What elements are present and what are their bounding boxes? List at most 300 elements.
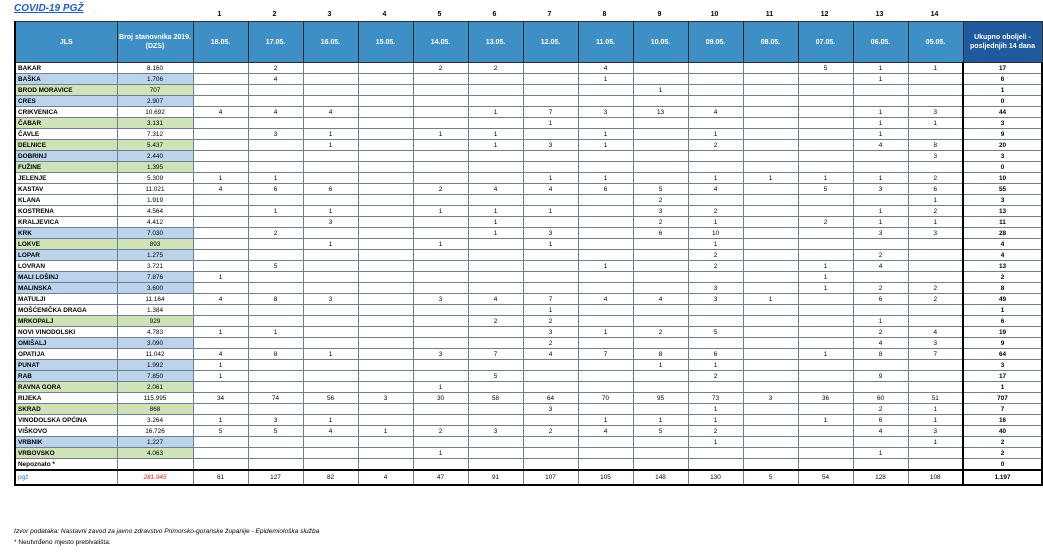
daily-cases-cell	[743, 327, 798, 338]
daily-cases-cell	[413, 228, 468, 239]
daily-cases-cell: 1	[798, 283, 853, 294]
column-number: 7	[547, 11, 552, 18]
daily-cases-cell: 3	[853, 184, 908, 195]
daily-cases-cell	[853, 85, 908, 96]
summary-daily-cell: 105	[578, 470, 633, 485]
table-row	[15, 360, 1042, 371]
daily-cases-cell	[248, 85, 303, 96]
daily-cases-cell: 8	[248, 349, 303, 360]
daily-cases-cell	[193, 239, 248, 250]
daily-cases-cell: 1	[193, 327, 248, 338]
daily-cases-cell	[523, 63, 578, 74]
daily-cases-cell: 1	[908, 415, 963, 426]
total-cases-cell: 4	[963, 250, 1042, 261]
daily-cases-cell	[908, 239, 963, 250]
daily-cases-cell	[578, 360, 633, 371]
daily-cases-cell	[798, 426, 853, 437]
daily-cases-cell	[743, 250, 798, 261]
daily-cases-cell	[743, 261, 798, 272]
footnote: * Neutvrđeno mjesto prebivališta.	[14, 539, 111, 546]
daily-cases-cell: 6	[908, 184, 963, 195]
daily-cases-cell: 4	[193, 184, 248, 195]
daily-cases-cell: 73	[688, 393, 743, 404]
daily-cases-cell	[248, 118, 303, 129]
daily-cases-cell	[303, 173, 358, 184]
daily-cases-cell	[798, 305, 853, 316]
daily-cases-cell: 30	[413, 393, 468, 404]
header-date: 10.05.	[633, 22, 688, 63]
daily-cases-cell	[743, 382, 798, 393]
daily-cases-cell: 3	[358, 393, 413, 404]
daily-cases-cell	[578, 305, 633, 316]
daily-cases-cell	[523, 96, 578, 107]
total-cases-cell: 707	[963, 393, 1042, 404]
daily-cases-cell: 1	[413, 129, 468, 140]
daily-cases-cell: 58	[468, 393, 523, 404]
daily-cases-cell: 1	[193, 415, 248, 426]
municipality-name: KOSTRENA	[15, 206, 117, 217]
total-cases-cell: 2	[963, 272, 1042, 283]
daily-cases-cell	[358, 206, 413, 217]
daily-cases-cell	[523, 360, 578, 371]
population-cell: 2.440	[117, 151, 193, 162]
daily-cases-cell	[248, 140, 303, 151]
daily-cases-cell	[633, 140, 688, 151]
daily-cases-cell: 6	[853, 415, 908, 426]
daily-cases-cell: 2	[468, 63, 523, 74]
municipality-name: ČABAR	[15, 118, 117, 129]
daily-cases-cell: 3	[413, 349, 468, 360]
daily-cases-cell: 1	[303, 140, 358, 151]
daily-cases-cell	[688, 96, 743, 107]
total-cases-cell: 20	[963, 140, 1042, 151]
daily-cases-cell	[468, 283, 523, 294]
daily-cases-cell: 34	[193, 393, 248, 404]
summary-daily-cell: 91	[468, 470, 523, 485]
daily-cases-cell	[358, 195, 413, 206]
daily-cases-cell	[413, 415, 468, 426]
daily-cases-cell	[743, 415, 798, 426]
header-date: 08.05.	[743, 22, 798, 63]
daily-cases-cell	[468, 74, 523, 85]
daily-cases-cell	[798, 382, 853, 393]
daily-cases-cell	[358, 63, 413, 74]
population-cell: 1.992	[117, 360, 193, 371]
daily-cases-cell: 1	[853, 107, 908, 118]
daily-cases-cell	[413, 250, 468, 261]
population-cell: 16.726	[117, 426, 193, 437]
municipality-name: KASTAV	[15, 184, 117, 195]
daily-cases-cell	[633, 404, 688, 415]
daily-cases-cell	[523, 459, 578, 471]
table-header-row	[15, 22, 1042, 63]
daily-cases-cell	[248, 371, 303, 382]
daily-cases-cell: 3	[413, 294, 468, 305]
daily-cases-cell	[743, 448, 798, 459]
daily-cases-cell	[523, 74, 578, 85]
column-number: 11	[765, 11, 774, 18]
table-row	[15, 349, 1042, 360]
daily-cases-cell	[358, 74, 413, 85]
daily-cases-cell: 1	[688, 217, 743, 228]
daily-cases-cell	[633, 283, 688, 294]
daily-cases-cell: 2	[523, 426, 578, 437]
daily-cases-cell: 4	[303, 426, 358, 437]
daily-cases-cell: 1	[468, 107, 523, 118]
daily-cases-cell: 4	[523, 349, 578, 360]
population-cell: 11.042	[117, 349, 193, 360]
daily-cases-cell	[248, 283, 303, 294]
municipality-name: RIJEKA	[15, 393, 117, 404]
daily-cases-cell: 5	[248, 426, 303, 437]
daily-cases-cell: 2	[688, 426, 743, 437]
daily-cases-cell	[523, 217, 578, 228]
daily-cases-cell: 2	[853, 404, 908, 415]
population-cell: 1.227	[117, 437, 193, 448]
column-number: 4	[382, 11, 387, 18]
daily-cases-cell: 7	[578, 349, 633, 360]
total-cases-cell: 8	[963, 283, 1042, 294]
daily-cases-cell	[688, 151, 743, 162]
daily-cases-cell: 4	[193, 107, 248, 118]
daily-cases-cell	[798, 74, 853, 85]
daily-cases-cell: 8	[853, 349, 908, 360]
daily-cases-cell	[523, 129, 578, 140]
population-cell: 7.030	[117, 228, 193, 239]
municipality-name: MATULJI	[15, 294, 117, 305]
table-row	[15, 184, 1042, 195]
daily-cases-cell	[193, 382, 248, 393]
daily-cases-cell: 4	[578, 426, 633, 437]
daily-cases-cell	[193, 250, 248, 261]
summary-row	[15, 470, 1042, 485]
total-cases-cell: 55	[963, 184, 1042, 195]
daily-cases-cell	[248, 360, 303, 371]
daily-cases-cell: 1	[248, 173, 303, 184]
daily-cases-cell	[358, 360, 413, 371]
daily-cases-cell: 1	[523, 305, 578, 316]
daily-cases-cell	[303, 151, 358, 162]
daily-cases-cell: 1	[413, 448, 468, 459]
daily-cases-cell	[688, 118, 743, 129]
table-row	[15, 459, 1042, 471]
daily-cases-cell	[358, 118, 413, 129]
daily-cases-cell: 3	[523, 140, 578, 151]
population-cell: 1.395	[117, 162, 193, 173]
summary-daily-cell: 61	[193, 470, 248, 485]
daily-cases-cell	[523, 162, 578, 173]
daily-cases-cell	[798, 437, 853, 448]
daily-cases-cell	[578, 228, 633, 239]
daily-cases-cell	[358, 327, 413, 338]
daily-cases-cell: 4	[853, 261, 908, 272]
daily-cases-cell	[358, 162, 413, 173]
daily-cases-cell	[578, 118, 633, 129]
total-cases-cell: 16	[963, 415, 1042, 426]
daily-cases-cell	[633, 74, 688, 85]
total-cases-cell: 1	[963, 85, 1042, 96]
table-row	[15, 96, 1042, 107]
daily-cases-cell: 5	[633, 184, 688, 195]
daily-cases-cell: 5	[688, 327, 743, 338]
daily-cases-cell	[303, 283, 358, 294]
daily-cases-cell	[578, 448, 633, 459]
daily-cases-cell	[798, 459, 853, 471]
daily-cases-cell	[468, 250, 523, 261]
daily-cases-cell	[193, 195, 248, 206]
daily-cases-cell	[633, 151, 688, 162]
daily-cases-cell	[303, 195, 358, 206]
table-row	[15, 382, 1042, 393]
daily-cases-cell: 1	[468, 217, 523, 228]
page-title: COVID-19 PGŽ	[14, 3, 84, 14]
daily-cases-cell: 1	[193, 360, 248, 371]
daily-cases-cell: 1	[413, 206, 468, 217]
daily-cases-cell: 3	[688, 294, 743, 305]
total-cases-cell: 2	[963, 448, 1042, 459]
daily-cases-cell	[908, 382, 963, 393]
header-population: Broj stanovnika 2019. (DZS)	[117, 22, 193, 63]
column-number: 12	[820, 11, 829, 18]
total-cases-cell: 0	[963, 459, 1042, 471]
daily-cases-cell	[303, 437, 358, 448]
daily-cases-cell	[578, 437, 633, 448]
daily-cases-cell: 3	[303, 294, 358, 305]
daily-cases-cell: 1	[193, 371, 248, 382]
daily-cases-cell	[358, 140, 413, 151]
daily-cases-cell	[578, 217, 633, 228]
municipality-name: SKRAD	[15, 404, 117, 415]
population-cell: 1.384	[117, 305, 193, 316]
column-number: 14	[930, 11, 939, 18]
daily-cases-cell	[578, 250, 633, 261]
daily-cases-cell	[193, 338, 248, 349]
header-date: 11.05.	[578, 22, 633, 63]
table-row	[15, 140, 1042, 151]
daily-cases-cell: 2	[633, 195, 688, 206]
daily-cases-cell: 1	[688, 239, 743, 250]
daily-cases-cell: 5	[193, 426, 248, 437]
daily-cases-cell: 1	[413, 239, 468, 250]
daily-cases-cell: 1	[193, 272, 248, 283]
summary-daily-cell: 47	[413, 470, 468, 485]
daily-cases-cell: 2	[413, 63, 468, 74]
daily-cases-cell	[633, 129, 688, 140]
header-date: 13.05.	[468, 22, 523, 63]
population-cell: 8.160	[117, 63, 193, 74]
daily-cases-cell	[468, 261, 523, 272]
daily-cases-cell	[743, 96, 798, 107]
daily-cases-cell: 1	[908, 404, 963, 415]
table-row	[15, 371, 1042, 382]
daily-cases-cell: 4	[303, 107, 358, 118]
daily-cases-cell: 1	[523, 206, 578, 217]
daily-cases-cell: 2	[688, 140, 743, 151]
daily-cases-cell	[853, 272, 908, 283]
daily-cases-cell	[248, 217, 303, 228]
daily-cases-cell: 51	[908, 393, 963, 404]
daily-cases-cell: 2	[688, 206, 743, 217]
daily-cases-cell	[853, 239, 908, 250]
daily-cases-cell	[743, 184, 798, 195]
daily-cases-cell	[413, 107, 468, 118]
population-cell: 929	[117, 316, 193, 327]
daily-cases-cell: 2	[798, 217, 853, 228]
daily-cases-cell	[853, 151, 908, 162]
daily-cases-cell: 4	[853, 338, 908, 349]
population-cell: 7.850	[117, 371, 193, 382]
total-cases-cell: 9	[963, 129, 1042, 140]
daily-cases-cell: 1	[468, 129, 523, 140]
daily-cases-cell	[743, 217, 798, 228]
daily-cases-cell	[413, 85, 468, 96]
population-cell	[117, 459, 193, 471]
summary-daily-cell: 82	[303, 470, 358, 485]
daily-cases-cell: 1	[523, 173, 578, 184]
daily-cases-cell	[193, 404, 248, 415]
daily-cases-cell: 1	[853, 217, 908, 228]
daily-cases-cell: 60	[853, 393, 908, 404]
table-row	[15, 283, 1042, 294]
daily-cases-cell: 4	[688, 107, 743, 118]
daily-cases-cell	[633, 437, 688, 448]
total-cases-cell: 13	[963, 261, 1042, 272]
population-cell: 10.692	[117, 107, 193, 118]
population-cell: 4.412	[117, 217, 193, 228]
summary-daily-cell: 128	[853, 470, 908, 485]
daily-cases-cell	[413, 96, 468, 107]
daily-cases-cell	[193, 96, 248, 107]
daily-cases-cell: 2	[248, 228, 303, 239]
daily-cases-cell: 1	[193, 173, 248, 184]
daily-cases-cell	[578, 338, 633, 349]
daily-cases-cell	[578, 96, 633, 107]
daily-cases-cell	[523, 250, 578, 261]
column-number: 10	[710, 11, 719, 18]
population-cell: 7.312	[117, 129, 193, 140]
daily-cases-cell: 4	[578, 294, 633, 305]
header-total: Ukupno oboljeli - posljednjih 14 dana	[963, 22, 1042, 63]
daily-cases-cell	[743, 206, 798, 217]
daily-cases-cell: 3	[248, 129, 303, 140]
column-number: 9	[657, 11, 662, 18]
total-cases-cell: 3	[963, 118, 1042, 129]
table-row	[15, 448, 1042, 459]
daily-cases-cell	[633, 459, 688, 471]
summary-daily-cell: 127	[248, 470, 303, 485]
daily-cases-cell: 6	[303, 184, 358, 195]
daily-cases-cell	[908, 162, 963, 173]
daily-cases-cell	[303, 85, 358, 96]
daily-cases-cell	[633, 261, 688, 272]
daily-cases-cell	[468, 327, 523, 338]
total-cases-cell: 40	[963, 426, 1042, 437]
municipality-name: LOKVE	[15, 239, 117, 250]
daily-cases-cell	[798, 239, 853, 250]
summary-daily-cell: 108	[908, 470, 963, 485]
daily-cases-cell: 2	[633, 327, 688, 338]
header-date: 09.05.	[688, 22, 743, 63]
total-cases-cell: 0	[963, 96, 1042, 107]
daily-cases-cell	[853, 382, 908, 393]
daily-cases-cell: 4	[853, 426, 908, 437]
daily-cases-cell: 1	[578, 415, 633, 426]
daily-cases-cell: 1	[688, 437, 743, 448]
summary-daily-cell: 4	[358, 470, 413, 485]
daily-cases-cell	[413, 459, 468, 471]
municipality-name: RAB	[15, 371, 117, 382]
daily-cases-cell	[248, 437, 303, 448]
daily-cases-cell: 3	[908, 338, 963, 349]
total-cases-cell: 17	[963, 63, 1042, 74]
daily-cases-cell	[798, 206, 853, 217]
municipality-name: CRES	[15, 96, 117, 107]
daily-cases-cell	[578, 459, 633, 471]
total-cases-cell: 3	[963, 195, 1042, 206]
population-cell: 893	[117, 239, 193, 250]
daily-cases-cell	[468, 459, 523, 471]
daily-cases-cell	[798, 404, 853, 415]
daily-cases-cell	[303, 272, 358, 283]
daily-cases-cell: 3	[523, 228, 578, 239]
table-row	[15, 338, 1042, 349]
daily-cases-cell	[908, 96, 963, 107]
daily-cases-cell	[193, 206, 248, 217]
population-cell: 868	[117, 404, 193, 415]
daily-cases-cell	[743, 85, 798, 96]
daily-cases-cell: 8	[908, 140, 963, 151]
daily-cases-cell: 3	[523, 327, 578, 338]
header-date: 05.05.	[908, 22, 963, 63]
daily-cases-cell: 1	[853, 206, 908, 217]
daily-cases-cell	[743, 74, 798, 85]
daily-cases-cell: 1	[303, 415, 358, 426]
population-cell: 2.061	[117, 382, 193, 393]
header-date: 16.05.	[303, 22, 358, 63]
daily-cases-cell	[303, 338, 358, 349]
daily-cases-cell	[578, 272, 633, 283]
daily-cases-cell: 1	[468, 228, 523, 239]
daily-cases-cell: 1	[688, 360, 743, 371]
daily-cases-cell: 3	[908, 107, 963, 118]
daily-cases-cell	[908, 360, 963, 371]
daily-cases-cell	[853, 162, 908, 173]
municipality-name: VRBNIK	[15, 437, 117, 448]
daily-cases-cell	[633, 272, 688, 283]
column-number: 5	[437, 11, 442, 18]
daily-cases-cell: 4	[193, 349, 248, 360]
daily-cases-cell: 6	[688, 349, 743, 360]
daily-cases-cell	[798, 151, 853, 162]
table-row	[15, 217, 1042, 228]
daily-cases-cell	[193, 261, 248, 272]
daily-cases-cell: 2	[523, 338, 578, 349]
daily-cases-cell	[248, 96, 303, 107]
column-number-row	[14, 11, 1021, 21]
daily-cases-cell	[633, 96, 688, 107]
daily-cases-cell	[798, 140, 853, 151]
daily-cases-cell	[303, 261, 358, 272]
daily-cases-cell: 1	[853, 63, 908, 74]
header-date: 17.05.	[248, 22, 303, 63]
daily-cases-cell	[798, 85, 853, 96]
daily-cases-cell	[248, 151, 303, 162]
population-cell: 3.600	[117, 283, 193, 294]
daily-cases-cell	[468, 85, 523, 96]
daily-cases-cell	[743, 63, 798, 74]
daily-cases-cell	[688, 195, 743, 206]
daily-cases-cell	[193, 459, 248, 471]
